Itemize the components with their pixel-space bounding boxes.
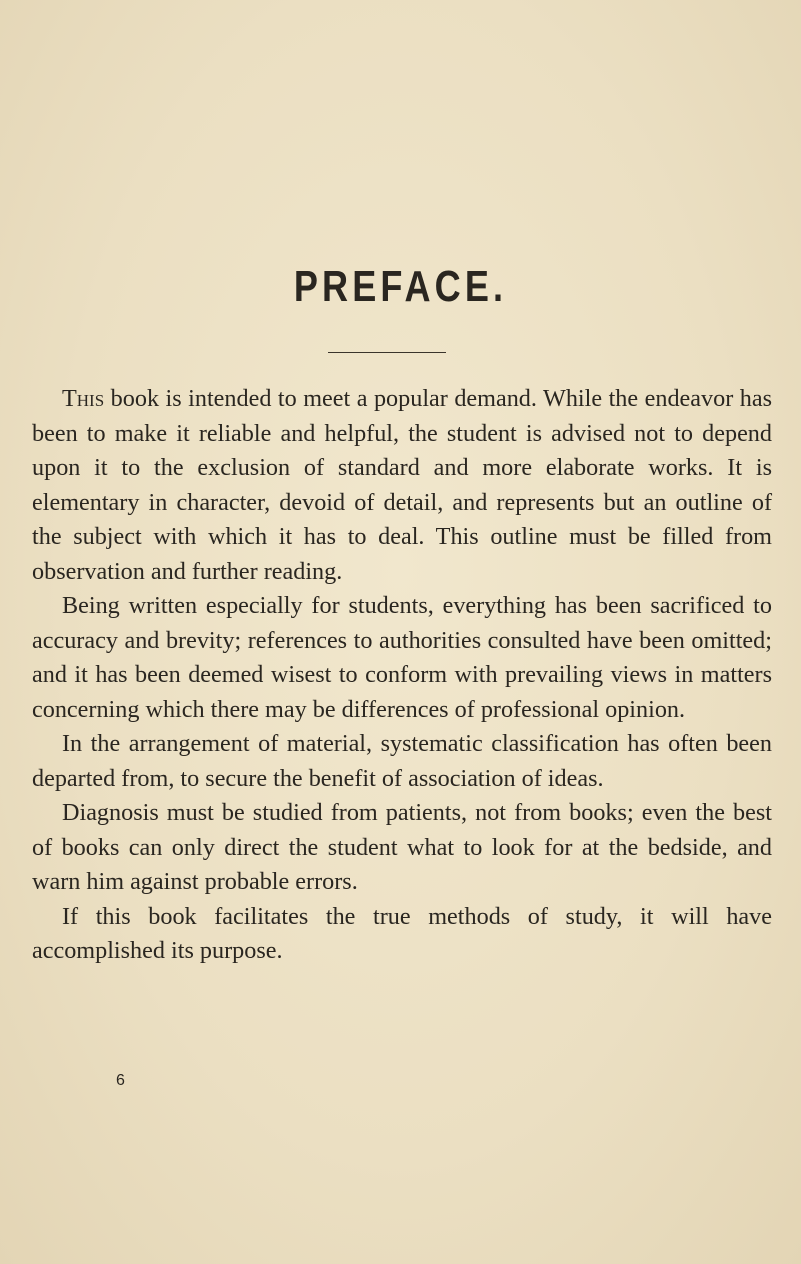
paragraph-3: In the arrangement of material, systematic classification has often been departed from, to secure the benefit of association of ideas. bbox=[32, 730, 772, 792]
paragraph-2: Being written especially for students, everything has been sacrificed to accuracy and brevity; references to authorities consulted have been omitted; and it has been deemed wisest to conform with prevailing views in matters concerning which there may be differences of professional opinion. bbox=[32, 592, 772, 723]
paragraph-1-lead: This bbox=[62, 385, 105, 412]
page-number: 6 bbox=[116, 1072, 125, 1089]
title-divider bbox=[328, 352, 446, 353]
paragraph-1 bbox=[32, 382, 772, 589]
paragraph-1-text: book is intended to meet a popular demand. While the endeavor has been to make it reliable and helpful, the student is advised not to depend upon it to the exclusion of standard and more elaborate works. It is elementary in character, devoid of detail, and represents but an outline of the subject with which it has to deal. This outline must be filled from observation and further reading. bbox=[32, 385, 772, 585]
paragraph-4: Diagnosis must be studied from patients, not from books; even the best of books can only direct the student what to look for at the bedside, and warn him against probable errors. bbox=[32, 799, 772, 895]
page-title: PREFACE. bbox=[293, 262, 508, 311]
paragraph-5: If this book facilitates the true methods of study, it will have accomplished its purpose. bbox=[32, 902, 772, 964]
preface-body bbox=[32, 382, 772, 969]
